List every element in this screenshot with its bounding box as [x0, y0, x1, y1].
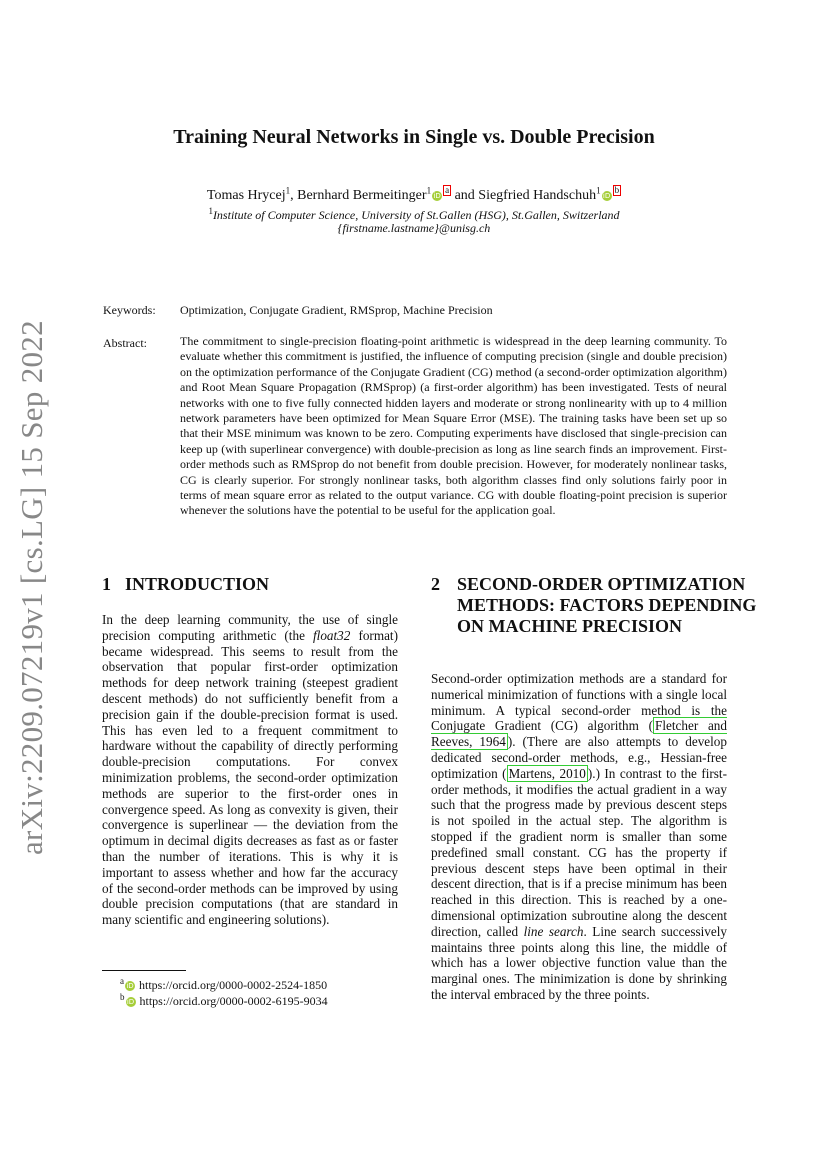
section-title: SECOND-ORDER OPTIMIZATION METHODS: FACTORS DEPENDING ON MACHINE PRECISION [457, 574, 757, 636]
keywords-label: Keywords: [103, 303, 156, 317]
footnote [120, 976, 327, 993]
paragraph-text: format) became widespread. This seems to result from the observation that popular first-order optimization methods for deep network training (steepest gradient descent methods) do not sufficiently benefit from a precision gain if the double-precision format is used. This has even led to a frequent commitment to hardware without the capability of directly performing double-precision computations. For convex minimization problems, the second-order optimization methods are superior to the first-order ones in convergence speed. As long as convexity is given, their convergence is superlinear — the deviation from the optimum in decimal digits decreases as fast as or faster than the number of iterations. This is why it is important to assess whether and how far the accuracy of the second-order methods can be improved by using double precision computations (that are standard in many scientific and engineering solutions). [102, 627, 398, 928]
affiliation-mark: 1 [426, 185, 432, 196]
footnote-link[interactable]: a [445, 185, 450, 195]
emphasis: line search [523, 923, 584, 939]
section-2-body [431, 671, 727, 1003]
affiliation-mark: 1 [285, 185, 291, 196]
paragraph-text: ).) In contrast to the first-order methods, it modifies the actual gradient in a way such that the progress made by previous descent steps is not spoiled in the actual step. The algorithm is stopped if the gradient norm is smaller than some predefined small constant. CG has the property if previous descent steps have been optimal in their descent direction, that is if a precise minimum has been reached in this direction. This is reached by a one-dimensional optimization subroutine along the descent direction, called [431, 765, 727, 939]
footnote [120, 992, 328, 1009]
citation-link[interactable]: Martens, 2010 [508, 765, 586, 781]
footnote-rule [102, 970, 186, 971]
section-1-heading [102, 574, 269, 595]
paragraph-text: Second-order optimization methods are a standard for numerical minimization of functions with a single local minimum. A typical second-order method is the Conjugate Gradient (CG) algorithm ( [431, 671, 727, 734]
footnote-link[interactable]: b [614, 185, 620, 195]
orcid-link[interactable]: https://orcid.org/0000-0002-6195-9034 [139, 994, 328, 1008]
citation-link[interactable]: Fletcher and Reeves, 1964 [431, 718, 727, 750]
paragraph-text: ). (There are also attempts to develop dedicated second-order methods, e.g., Hessian-free optimization ( [431, 734, 727, 781]
separator: and [451, 188, 479, 203]
author-name: Bernhard Bermeitinger [297, 188, 427, 203]
section-1-body [102, 612, 398, 928]
separator: , [290, 188, 298, 203]
keywords-text: Optimization, Conjugate Gradient, RMSprop, Machine Precision [180, 303, 493, 317]
affiliation-mark: 1 [208, 206, 213, 216]
orcid-link[interactable]: https://orcid.org/0000-0002-2524-1850 [139, 978, 328, 992]
affiliation-mark: 1 [596, 185, 601, 196]
orcid-icon: iD [126, 998, 135, 1006]
abstract-text: The commitment to single-precision floating-point arithmetic is widespread in the deep learning community. To evaluate whether this commitment is justified, the influence of computing precision (single and double precision) on the optimization performance of the Conjugate Gradient (CG) method (a second-order optimization algorithm) and Root Mean Square Propagation (RMSprop) (a first-order algorithm) has been investigated. Tests of neural networks with one to five fully connected hidden layers and moderate or strong nonlinearity with up to 4 million network parameters have been optimized for Mean Square Error (MSE). The training tasks have been set up so that their MSE minimum was known to be zero. Computing experiments have disclosed that single-precision can keep up (with superlinear convergence) with double-precision as long as line search finds an improvement. First-order methods such as RMSprop do not benefit from double precision. However, for moderately nonlinear tasks, CG is clearly superior. For strongly nonlinear tasks, both algorithm classes find only solutions fairly poor in terms of mean square error as related to the output variance. CG with double floating-point precision is superior whenever the solutions have the potential to be useful for the application goal. [180, 334, 727, 518]
arxiv-stamp: arXiv:2209.07219v1 [cs.LG] 15 Sep 2022 [14, 320, 49, 855]
section-number: 1 [102, 574, 111, 594]
emphasis: float32 [313, 627, 351, 643]
paragraph-text: In the deep learning community, the use of single precision computing arithmetic (the [102, 612, 398, 643]
abstract-label: Abstract: [103, 336, 147, 350]
footnote-mark: b [120, 992, 125, 1002]
paper-title: Training Neural Networks in Single vs. Double Precision [173, 126, 655, 148]
section-title: INTRODUCTION [125, 574, 270, 594]
orcid-icon[interactable]: iD [433, 192, 441, 200]
footnote-mark: a [120, 976, 124, 986]
paragraph-text: . Line search successively maintains three points along this line, the middle of which has a lower objective function value than the marginal ones. The minimization is done by shrinking the interval embraced by the three points. [431, 923, 727, 1002]
orcid-icon: iD [126, 982, 134, 990]
author-name: Tomas Hrycej [206, 188, 286, 203]
email: {firstname.lastname}@unisg.ch [337, 221, 491, 235]
author-name: Siegfried Handschuh [478, 188, 597, 203]
section-number: 2 [431, 574, 440, 594]
affiliation-text: Institute of Computer Science, University of St.Gallen (HSG), St.Gallen, Switzerland [212, 208, 620, 222]
orcid-icon[interactable]: iD [602, 192, 611, 200]
author-list [0, 185, 828, 204]
